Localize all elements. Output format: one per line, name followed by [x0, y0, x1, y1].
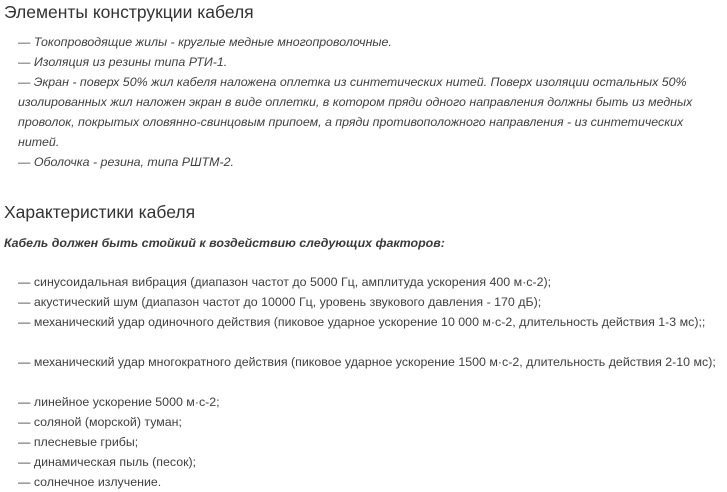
list-item-screen-text: — Экран - поверх 50% жил кабеля наложена оплетка из синтетических нитей. Поверх изоляции остальных 50% изолированных жил наложен экран в виде оплетки, в котором пряди одного направления должны быть из медных проволок, покрытых оловянно-свинцовым припоем, а пряди противоположного направления - из синтетических нитей.	[18, 75, 693, 149]
section-title-cable-characteristics: Характеристики кабеля	[4, 202, 196, 222]
section-title-cable-elements: Элементы конструкции кабеля	[4, 2, 254, 22]
list-item-dynamic-dust: — динамическая пыль (песок);	[18, 455, 197, 469]
list-item-single-shock: — механический удар одиночного действия (пиковое ударное ускорение 10 000 м·с-2, длительность действия 1-3 мс);;	[18, 315, 706, 329]
list-item-vibration: — синусоидальная вибрация (диапазон частот до 5000 Гц, амплитуда ускорения 400 м·с-2);	[18, 275, 552, 289]
list-item-conductors: — Токопроводящие жилы - круглые медные многопроволочные.	[18, 35, 392, 49]
list-item-multiple-shock: — механический удар многократного действия (пиковое ударное ускорение 1500 м·с-2, длительность действия 2-10 мс);	[18, 355, 716, 369]
list-item-acoustic-noise: — акустический шум (диапазон частот до 10000 Гц, уровень звукового давления - 170 дБ);	[18, 295, 542, 309]
list-item-salt-fog: — соляной (морской) туман;	[18, 415, 182, 429]
list-item-linear-acceleration: — линейное ускорение 5000 м·с-2;	[18, 395, 220, 409]
list-item-screen	[18, 72, 718, 152]
list-item-insulation: — Изоляция из резины типа РТИ-1.	[18, 55, 228, 69]
list-item-sheath: — Оболочка - резина, типа РШТМ-2.	[18, 155, 234, 169]
list-item-solar-radiation: — солнечное излучение.	[18, 475, 162, 489]
list-item-mold-fungi: — плесневые грибы;	[18, 435, 139, 449]
characteristics-intro: Кабель должен быть стойкий к воздействию следующих факторов:	[4, 236, 445, 250]
